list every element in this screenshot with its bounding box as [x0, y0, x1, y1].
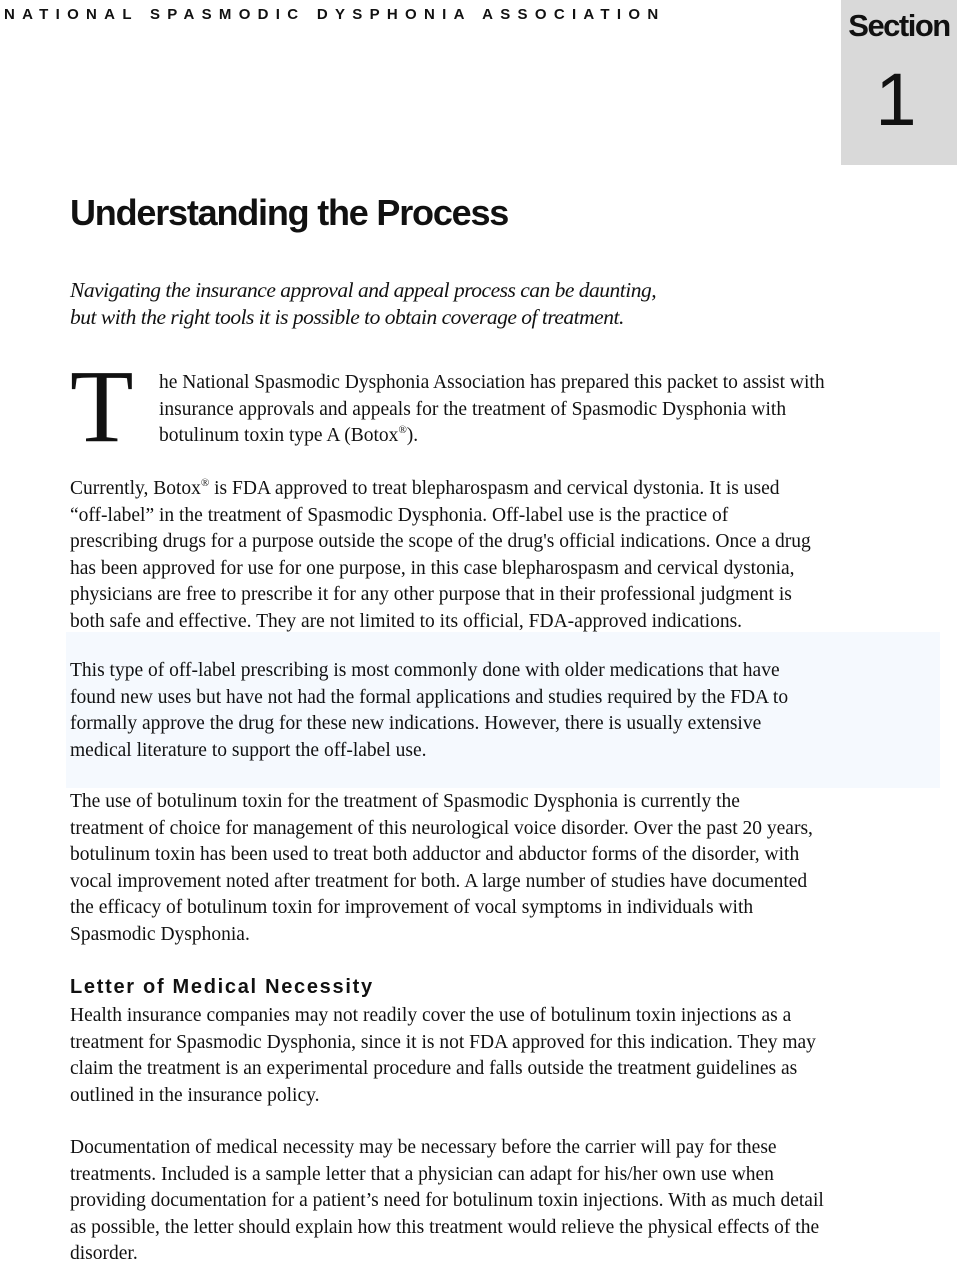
text-line: botulinum toxin has been used to treat both adductor and abductor forms of the disorder, with	[70, 844, 800, 865]
section-heading: Letter of Medical Necessity	[70, 976, 374, 998]
text-line: physicians are free to prescribe it for any other purpose that in their professional judgment is	[70, 584, 792, 605]
text-line: providing documentation for a patient’s need for botulinum toxin injections. With as much detail	[70, 1190, 824, 1211]
text-line: disorder.	[70, 1243, 138, 1264]
open-quote: “	[70, 504, 79, 526]
text-line: Documentation of medical necessity may be necessary before the carrier will pay for these	[70, 1137, 777, 1158]
text-run: in the treatment of Spasmodic Dysphonia. Off-label use is the practice of	[154, 504, 729, 526]
text-line: The use of botulinum toxin for the treatment of Spasmodic Dysphonia is currently the	[70, 791, 740, 812]
text-line: Health insurance companies may not readily cover the use of botulinum toxin injections as a	[70, 1005, 792, 1026]
text-run: off-label	[78, 504, 146, 526]
section-number: 1	[875, 58, 917, 141]
drop-cap: T	[70, 349, 134, 464]
paragraph-off-label	[70, 658, 950, 764]
page-title: Understanding the Process	[70, 192, 509, 233]
registered-mark: ®	[398, 424, 407, 436]
paragraph-botulinum-use	[70, 789, 950, 948]
subtitle-line: but with the right tools it is possible to obtain coverage of treatment.	[70, 305, 624, 329]
text-line: treatment for Spasmodic Dysphonia, since it is not FDA approved for this indication. They may	[70, 1031, 816, 1053]
text-line: medical literature to support the off-label use.	[70, 739, 427, 761]
text-line: formally approve the drug for these new indications. However, there is usually extensive	[70, 713, 762, 734]
text-line: outlined in the insurance policy.	[70, 1084, 320, 1106]
registered-mark: ®	[200, 477, 210, 489]
text-line: as possible, the letter should explain how this treatment would relieve the physical effects of the	[70, 1216, 820, 1238]
text-line: both safe and effective. They are not limited to its official, FDA-approved indications.	[70, 610, 743, 632]
text-run: Currently, Botox	[70, 478, 201, 499]
text-line: has been approved for use for one purpose, in this case blepharospasm and cervical dystonia,	[70, 557, 795, 579]
intro-paragraph	[159, 370, 949, 450]
text-line: claim the treatment is an experimental procedure and falls outside the treatment guidelines as	[70, 1058, 798, 1079]
subtitle	[70, 277, 770, 331]
text-line: This type of off-label prescribing is most commonly done with older medications that have	[70, 660, 780, 681]
text-line	[70, 476, 950, 503]
paragraph-insurance-coverage	[70, 1003, 950, 1109]
text-line: treatment of choice for management of this neurological voice disorder. Over the past 20 years,	[70, 817, 813, 839]
text-line: treatments. Included is a sample letter that a physician can adapt for his/her own use when	[70, 1163, 774, 1185]
subtitle-line: Navigating the insurance approval and appeal process can be daunting,	[70, 278, 657, 302]
text-line: vocal improvement noted after treatment for both. A large number of studies have documented	[70, 870, 808, 892]
text-line: insurance approvals and appeals for the treatment of Spasmodic Dysphonia with	[159, 398, 787, 420]
section-tab	[841, 0, 957, 165]
text-run: ).	[406, 425, 419, 446]
text-line: the efficacy of botulinum toxin for improvement of vocal symptoms in individuals with	[70, 897, 754, 918]
close-quote: ”	[145, 504, 155, 526]
paragraph-botox-fda	[70, 476, 950, 635]
text-line	[159, 423, 949, 450]
section-label: Section	[848, 8, 950, 43]
text-run: botulinum toxin type A (Botox	[159, 425, 399, 446]
text-line: Spasmodic Dysphonia.	[70, 923, 250, 945]
organization-header: NATIONAL SPASMODIC DYSPHONIA ASSOCIATION	[4, 6, 666, 23]
text-line: prescribing drugs for a purpose outside the scope of the drug's official indications. Once a drug	[70, 531, 811, 552]
text-line: he National Spasmodic Dysphonia Association has prepared this packet to assist with	[159, 372, 825, 393]
paragraph-documentation	[70, 1135, 950, 1268]
text-line	[70, 503, 950, 530]
text-line: found new uses but have not had the formal applications and studies required by the FDA to	[70, 686, 789, 708]
text-run: is FDA approved to treat blepharospasm and cervical dystonia. It is used	[209, 478, 780, 499]
